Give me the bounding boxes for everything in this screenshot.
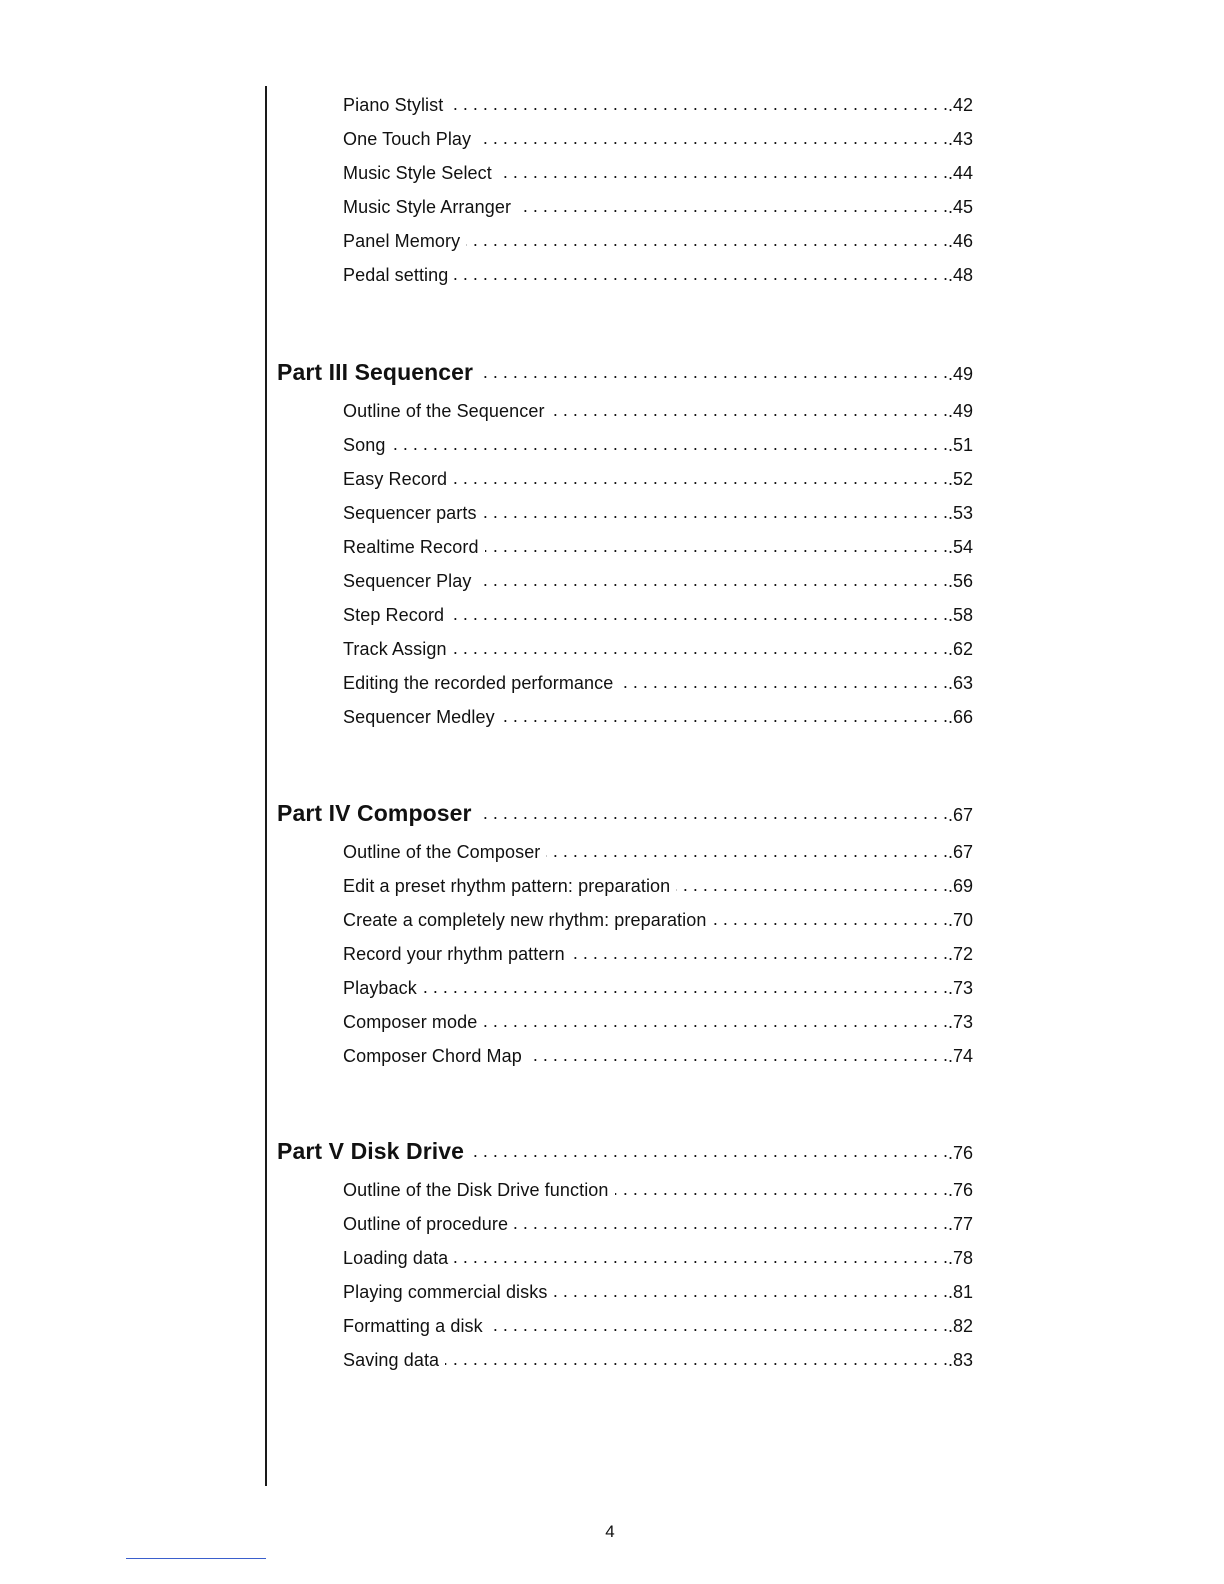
toc-entry-page: .46 (947, 231, 973, 251)
toc-entry-title: Create a completely new rhythm: preparation (343, 910, 707, 930)
toc-entry-page: .66 (947, 707, 973, 727)
toc-entry-page: .53 (947, 503, 973, 523)
dot-leader (454, 1246, 948, 1264)
dot-leader (477, 127, 948, 145)
toc-entry[interactable] (343, 127, 973, 149)
toc-entry[interactable] (343, 161, 973, 183)
toc-entry-title: Composer mode (343, 1012, 478, 1032)
toc-entry-page: .67 (947, 842, 973, 862)
toc-entry-page: .77 (947, 1214, 973, 1234)
toc-entry[interactable] (343, 1178, 973, 1200)
toc-entry[interactable] (343, 1314, 973, 1336)
toc-entry-title: Sequencer Play (343, 571, 472, 591)
toc-entry-title: Playing commercial disks (343, 1282, 548, 1302)
toc-entry-page: .63 (947, 673, 973, 693)
toc-entry[interactable] (343, 1212, 973, 1234)
dot-leader (619, 671, 948, 689)
toc-entry-title: Outline of the Disk Drive function (343, 1180, 609, 1200)
dot-leader (489, 1314, 948, 1332)
dot-leader (517, 195, 948, 213)
toc-entry[interactable] (343, 1044, 973, 1066)
toc-entry-page: .81 (947, 1282, 973, 1302)
part-page: .76 (947, 1143, 973, 1163)
dot-leader (478, 803, 948, 821)
toc-entry[interactable] (343, 93, 973, 115)
toc-entry[interactable] (343, 1280, 973, 1302)
dot-leader (391, 433, 948, 451)
toc-entry-page: .78 (947, 1248, 973, 1268)
toc-entry[interactable] (343, 1246, 973, 1268)
dot-leader (454, 263, 948, 281)
toc-entry-page: .72 (947, 944, 973, 964)
toc-entry-title: Formatting a disk (343, 1316, 483, 1336)
dot-leader (712, 908, 947, 926)
toc-entry-page: .51 (947, 435, 973, 455)
toc-entry-title: Outline of the Sequencer (343, 401, 545, 421)
dot-leader (449, 93, 948, 111)
dot-leader (477, 569, 947, 587)
toc-entry-page: .74 (947, 1046, 973, 1066)
toc-entry-title: Piano Stylist (343, 95, 444, 115)
toc-entry[interactable] (343, 263, 973, 285)
dot-leader (528, 1044, 948, 1062)
left-margin-rule (265, 86, 267, 1486)
toc-entry-title: Loading data (343, 1248, 449, 1268)
part-title: Part V Disk Drive (277, 1138, 465, 1164)
toc-entry-page: .73 (947, 978, 973, 998)
dot-leader (485, 535, 948, 553)
toc-entry-page: .83 (947, 1350, 973, 1370)
toc-entry-title: Step Record (343, 605, 445, 625)
part-page: .67 (947, 805, 973, 825)
toc-entry-title: Editing the recorded performance (343, 673, 614, 693)
toc-entry-title: Panel Memory (343, 231, 461, 251)
toc-entry-title: Easy Record (343, 469, 448, 489)
dot-leader (479, 362, 948, 380)
toc-entry[interactable] (343, 671, 973, 693)
toc-entry-title: Realtime Record (343, 537, 479, 557)
toc-entry-title: Outline of procedure (343, 1214, 509, 1234)
dot-leader (501, 705, 948, 723)
toc-entry[interactable] (343, 229, 973, 251)
dot-leader (483, 501, 948, 519)
dot-leader (453, 637, 948, 655)
toc-entry-page: .52 (947, 469, 973, 489)
footer-rule (126, 1558, 266, 1559)
toc-entry-title: Composer Chord Map (343, 1046, 522, 1066)
toc-entry-page: .48 (947, 265, 973, 285)
toc-entry-title: Music Style Select (343, 163, 492, 183)
dot-leader (676, 874, 948, 892)
part-heading-composer[interactable] (277, 799, 973, 827)
toc-entry-page: .56 (947, 571, 973, 591)
toc-entry[interactable] (343, 840, 973, 862)
toc-entry[interactable] (343, 908, 973, 930)
toc-entry-page: .54 (947, 537, 973, 557)
toc-entry[interactable] (343, 874, 973, 896)
toc-entry[interactable] (343, 1010, 973, 1032)
toc-entry[interactable] (343, 603, 973, 625)
toc-entry-title: Pedal setting (343, 265, 449, 285)
dot-leader (551, 399, 948, 417)
dot-leader (466, 229, 948, 247)
dot-leader (546, 840, 948, 858)
toc-entry-page: .49 (947, 401, 973, 421)
toc-entry-page: .45 (947, 197, 973, 217)
toc-entry-title: Sequencer parts (343, 503, 477, 523)
toc-entry-title: Record your rhythm pattern (343, 944, 565, 964)
dot-leader (553, 1280, 948, 1298)
dot-leader (445, 1348, 948, 1366)
toc-entry[interactable] (343, 569, 973, 591)
toc-entry-page: .70 (947, 910, 973, 930)
toc-entry-page: .76 (947, 1180, 973, 1200)
toc-entry-page: .69 (947, 876, 973, 896)
toc-entry-page: .44 (947, 163, 973, 183)
part-title: Part III Sequencer (277, 359, 474, 385)
dot-leader (470, 1141, 948, 1159)
toc-entry-page: .73 (947, 1012, 973, 1032)
page-number: 4 (605, 1522, 615, 1541)
toc-entry-page: .43 (947, 129, 973, 149)
toc-entry-page: .82 (947, 1316, 973, 1336)
dot-leader (571, 942, 948, 960)
dot-leader (453, 467, 948, 485)
toc-entry[interactable] (343, 637, 973, 659)
toc-entry-title: Song (343, 435, 386, 455)
toc-entry-title: Track Assign (343, 639, 447, 659)
toc-entry-page: .62 (947, 639, 973, 659)
toc-entry[interactable] (343, 976, 973, 998)
toc-entry[interactable] (343, 399, 973, 421)
toc-entry-title: Sequencer Medley (343, 707, 495, 727)
toc-entry[interactable] (343, 195, 973, 217)
toc-entry-title: Edit a preset rhythm pattern: preparation (343, 876, 671, 896)
part-heading-disk-drive[interactable] (277, 1137, 973, 1165)
toc-entry[interactable] (343, 942, 973, 964)
toc-entry-page: .42 (947, 95, 973, 115)
dot-leader (423, 976, 948, 994)
toc-entry-title: Playback (343, 978, 417, 998)
part-page: .49 (947, 364, 973, 384)
dot-leader (450, 603, 948, 621)
dot-leader (514, 1212, 948, 1230)
toc-entry-title: One Touch Play (343, 129, 472, 149)
toc-entry[interactable] (343, 467, 973, 489)
toc-entry-title: Music Style Arranger (343, 197, 512, 217)
toc-entry[interactable] (343, 1348, 973, 1370)
toc-entry-title: Saving data (343, 1350, 440, 1370)
part-heading-sequencer[interactable] (277, 358, 973, 386)
toc-entry[interactable] (343, 433, 973, 455)
toc-entry-title: Outline of the Composer (343, 842, 541, 862)
toc-entry-page: .58 (947, 605, 973, 625)
toc-entry[interactable] (343, 705, 973, 727)
part-title: Part IV Composer (277, 800, 472, 826)
dot-leader (483, 1010, 948, 1028)
dot-leader (615, 1178, 948, 1196)
toc-entry[interactable] (343, 535, 973, 557)
toc-entry[interactable] (343, 501, 973, 523)
dot-leader (498, 161, 948, 179)
